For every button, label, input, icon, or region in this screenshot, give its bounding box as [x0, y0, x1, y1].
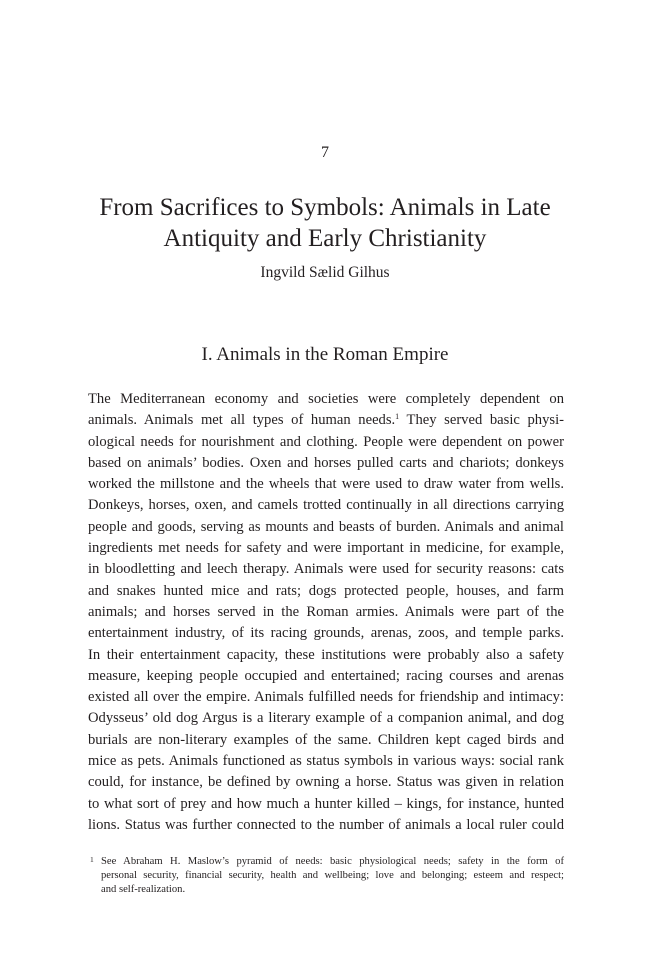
- body-line-text: animals. Animals met all types of human needs.: [88, 412, 396, 429]
- body-line: animals; and horses served in the Roman armies. Animals were part of the: [88, 603, 564, 620]
- body-line: and snakes hunted mice and rats; dogs protected people, houses, and farm: [88, 582, 564, 599]
- body-line: could, for instance, be defined by owning a horse. Status was given in relation: [88, 774, 564, 791]
- body-line: ological needs for nourishment and clothing. People were dependent on power: [88, 433, 564, 450]
- footnote-reference[interactable]: 1: [395, 412, 400, 422]
- chapter-title-line-1: From Sacrifices to Symbols: Animals in Late: [99, 194, 551, 221]
- body-line: in bloodletting and leech therapy. Animals were used for security reasons: cats: [88, 561, 564, 578]
- chapter-author: Ingvild Sælid Gilhus: [260, 264, 390, 281]
- body-line-text: They served basic physi-: [399, 412, 564, 429]
- body-line: [88, 410, 564, 431]
- body-line: worked the millstone and the wheels that were used to draw water from wells.: [88, 476, 564, 493]
- body-paragraph: [88, 389, 564, 836]
- footnote-line: See Abraham H. Maslow’s pyramid of needs: basic physiological needs; safety in the form of: [101, 856, 564, 867]
- body-line: ingredients met needs for safety and were important in medicine, for example,: [88, 540, 564, 557]
- footnote-marker: 1: [90, 855, 94, 864]
- chapter-title: [60, 192, 590, 254]
- body-line: entertainment industry, of its racing grounds, arenas, zoos, and temple parks.: [88, 625, 564, 642]
- footnote-line: and self-realization.: [101, 884, 186, 895]
- body-line: The Mediterranean economy and societies were completely dependent on: [88, 391, 564, 407]
- body-line: mice as pets. Animals functioned as status symbols in various ways: social rank: [88, 753, 564, 770]
- body-line: Odysseus’ old dog Argus is a literary example of a companion animal, and dog: [88, 710, 564, 727]
- chapter-number: 7: [321, 144, 329, 161]
- body-line: existed all over the empire. Animals fulfilled needs for friendship and intimacy:: [88, 689, 564, 706]
- body-line: based on animals’ bodies. Oxen and horses pulled carts and chariots; donkeys: [88, 454, 564, 471]
- section-heading: I. Animals in the Roman Empire: [201, 344, 449, 365]
- chapter-title-line-2: Antiquity and Early Christianity: [163, 225, 487, 252]
- body-line: to what sort of prey and how much a hunter killed – kings, for instance, hunted: [88, 795, 564, 812]
- body-line: measure, keeping people occupied and entertained; racing courses and arenas: [88, 667, 564, 684]
- footnote-line: personal security, financial security, health and wellbeing; love and belonging; esteem and respect;: [101, 870, 564, 881]
- body-line: lions. Status was further connected to the number of animals a local ruler could: [88, 816, 564, 833]
- body-line: Donkeys, horses, oxen, and camels trotted continually in all directions carrying: [88, 497, 564, 514]
- body-line: people and goods, serving as mounts and beasts of burden. Animals and animal: [88, 518, 564, 535]
- body-line: In their entertainment capacity, these institutions were probably also a safety: [88, 646, 564, 663]
- footnote: [88, 855, 564, 897]
- body-line: burials are non-literary examples of the same. Children kept caged birds and: [88, 731, 564, 748]
